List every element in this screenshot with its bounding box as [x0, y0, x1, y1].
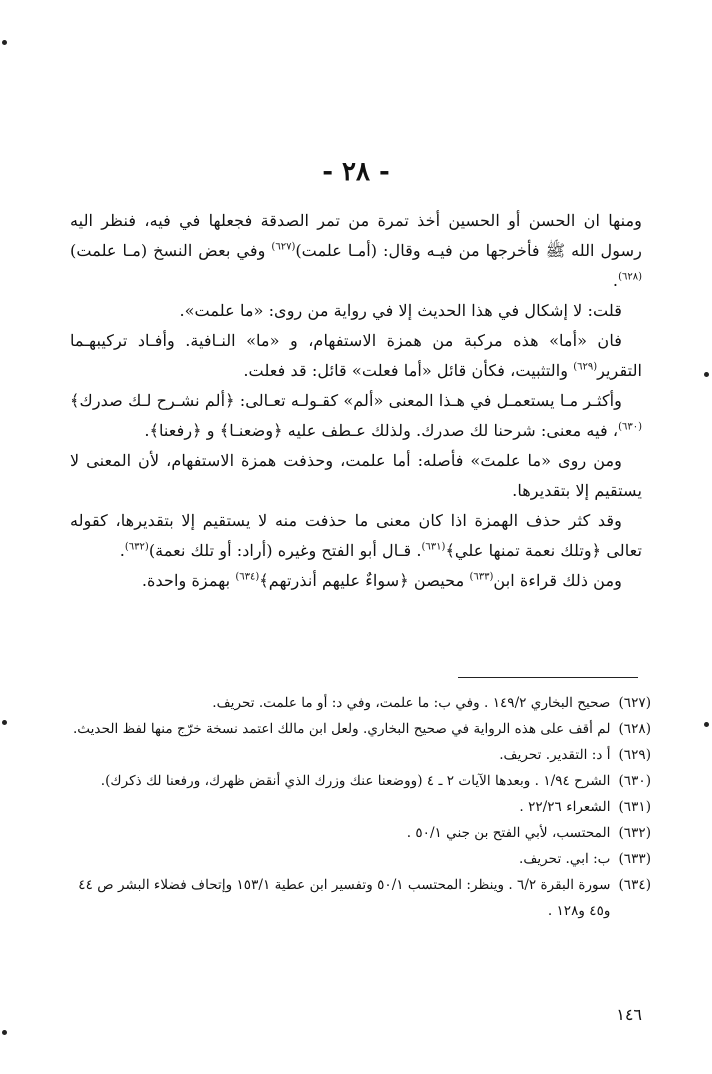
footnote-ref: (٦٣٤): [235, 571, 260, 583]
footnote-number: (٦٣٣): [618, 851, 651, 867]
scan-dot-icon: [2, 720, 7, 725]
footnote-ref: (٦٢٧): [271, 241, 296, 253]
paragraph-text: وفي بعض النسخ (مـا علمت): [70, 241, 272, 260]
footnote-text: الشرح ١/٩٤ . وبعدها الآيات ٢ ـ ٤ (ووضعنا عنك وزرك الذي أنقض ظهرك، ورفعنا لك ذكرك).: [100, 773, 611, 789]
paragraph-text: والتثبيت، فكأن قائل «أما فعلت» قائل: قد فعلت.: [243, 361, 574, 380]
footnote-text: ب: ابي. تحريف.: [519, 851, 611, 867]
paragraph: [70, 206, 642, 296]
footnote-ref: (٦٢٨): [618, 271, 642, 283]
paragraph: [70, 446, 642, 506]
paragraph: [70, 296, 642, 326]
footnote-item: [66, 690, 651, 716]
footnote-ref: (٦٣٢): [124, 541, 149, 553]
footnote-item: [66, 846, 651, 872]
footnote-number: (٦٣١): [618, 799, 651, 815]
page-number: ١٤٦: [616, 1005, 642, 1024]
footnote-text: الشعراء ٢٢/٢٦ .: [519, 799, 611, 815]
footnote-item: [66, 872, 651, 924]
paragraph-text: ومنها ان الحسن أو الحسين أخذ تمرة من تمر الصدقة فجعلها في فيه، فنظر اليه رسول الله ﷺ فأخرجها من فيـه وقال: (أمـا علمت): [70, 211, 643, 260]
footnote-item: [66, 768, 651, 794]
paragraph-text: محيصن ﴿سواءٌ عليهم أنذرتهم﴾: [259, 571, 470, 590]
paragraph-text: فان «أما» هذه مركبة من همزة الاستفهام، و «ما» النـافية. وأفـاد تركيبهـما التقرير: [70, 331, 642, 380]
paragraph: [70, 506, 642, 566]
footnote-number: (٦٣٤): [618, 877, 651, 893]
footnote-text: لم أقف على هذه الرواية في صحيح البخاري. ولعل ابن مالك اعتمد نسخة خرّج منها لفظ الحديث.: [72, 721, 611, 737]
footnote-number: (٦٢٩): [618, 747, 651, 763]
paragraph-text: . قـال أبو الفتح وغيره (أراد: أو تلك نعمة): [148, 541, 422, 560]
footnote-number: (٦٣٢): [618, 825, 651, 841]
paragraph-text: وأكثـر مـا يستعمـل في هـذا المعنى «ألم» كقـولـه تعـالى: ﴿ألم نشـرح لـك صدرك﴾: [70, 391, 622, 410]
paragraph: [70, 566, 642, 596]
section-heading: - ٢٨ -: [322, 157, 390, 187]
paragraph: [70, 326, 642, 386]
paragraph-text: قلت: لا إشكال في هذا الحديث إلا في رواية من روى: «ما علمت».: [179, 301, 622, 320]
footnote-ref: (٦٢٩): [573, 361, 598, 373]
scan-dot-icon: [704, 722, 709, 727]
paragraph-text: ومن ذلك قراءة ابن: [493, 571, 622, 590]
scan-dot-icon: [2, 1030, 7, 1035]
footnote-ref: (٦٣٣): [469, 571, 494, 583]
footnote-text: المحتسب، لأبي الفتح بن جني ٥٠/١ .: [406, 825, 611, 841]
footnote-text: سورة البقرة ٦/٢ . وينظر: المحتسب ٥٠/١ وتفسير ابن عطية ١٥٣/١ وإتحاف فضلاء البشر ص ٤٤ و٤٥ و١٢٨ .: [78, 877, 611, 919]
footnote-item: [66, 820, 651, 846]
footnote-ref: (٦٣١): [421, 541, 446, 553]
paragraph-text: .: [612, 271, 619, 290]
footnote-text: صحيح البخاري ١٤٩/٢ . وفي ب: ما علمت، وفي د: أو ما علمت. تحريف.: [212, 695, 611, 711]
paragraph-text: ، فيه معنى: شرحنا لك صدرك. ولذلك عـطف عليه ﴿وضعنـا﴾ و ﴿رفعنا﴾.: [144, 421, 619, 440]
footnote-item: [66, 794, 651, 820]
footnote-number: (٦٣٠): [618, 773, 651, 789]
footnote-item: [66, 742, 651, 768]
scan-dot-icon: [704, 372, 709, 377]
footnote-number: (٦٢٧): [618, 695, 651, 711]
footnote-divider: [458, 677, 638, 678]
footnote-number: (٦٢٨): [618, 721, 651, 737]
paragraph: [70, 386, 642, 446]
footnote-item: [66, 716, 651, 742]
paragraph-text: ومن روى «ما علمتَ» فأصله: أما علمت، وحذفت همزة الاستفهام، لأن المعنى لا يستقيم إلا بتقديرها.: [70, 451, 642, 500]
footnotes: [66, 690, 651, 924]
footnote-text: أ د: التقدير. تحريف.: [499, 747, 611, 763]
paragraph-text: بهمزة واحدة.: [141, 571, 236, 590]
paragraph-text: وقد كثر حذف الهمزة اذا كان معنى ما حذفت منه لا يستقيم إلا بتقديرها، كقوله تعالى ﴿وتلك نعمة تمنها علي﴾: [70, 511, 642, 560]
main-text: [70, 206, 642, 596]
footnote-ref: (٦٣٠): [618, 421, 642, 433]
paragraph-text: .: [119, 541, 125, 560]
scan-dot-icon: [2, 40, 7, 45]
